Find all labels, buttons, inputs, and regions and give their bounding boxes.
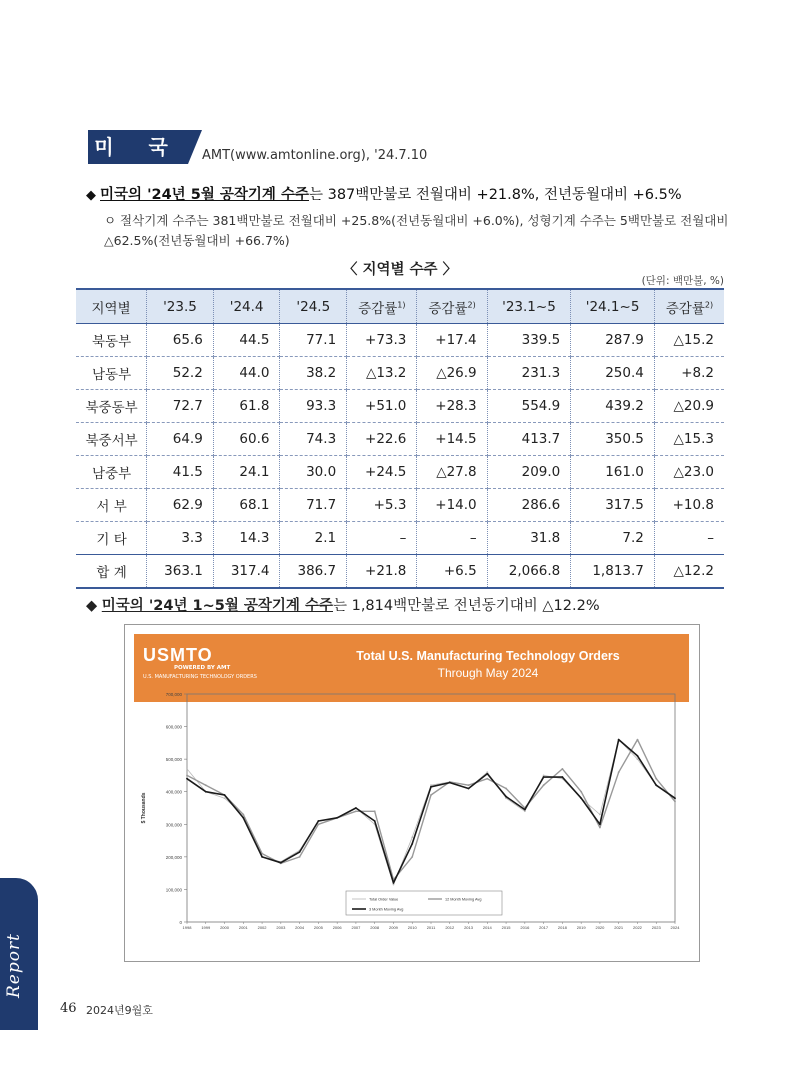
table-header-cell	[654, 289, 724, 324]
headline-detail: 는 387백만불로 전월대비 +21.8%, 전년동월대비 +6.5%	[308, 187, 682, 203]
x-tick-label: 2010	[407, 925, 417, 930]
value-cell: +5.3	[347, 489, 417, 522]
table-header-cell	[571, 289, 655, 324]
x-tick-label: 2019	[576, 925, 586, 930]
value-cell: 68.1	[213, 489, 280, 522]
value-cell: 77.1	[280, 324, 347, 357]
legend-label: 3 Month Moving Avg	[369, 907, 404, 912]
y-tick-label: 400,000	[165, 789, 182, 795]
header-label: 증감률	[665, 300, 705, 317]
value-cell: 231.3	[487, 357, 571, 390]
value-cell: 386.7	[280, 555, 347, 589]
issue-label: 2024년9월호	[86, 1004, 153, 1017]
region-cell: 서 부	[76, 489, 147, 522]
data-point	[242, 817, 244, 819]
value-cell: –	[417, 522, 487, 555]
table-header-cell	[280, 289, 347, 324]
data-point	[637, 739, 639, 741]
data-point	[468, 788, 470, 790]
value-cell: 250.4	[571, 357, 655, 390]
x-tick-label: 2021	[614, 925, 624, 930]
diamond-bullet-icon: ◆	[86, 598, 98, 614]
data-point	[505, 796, 507, 798]
value-cell: 2.1	[280, 522, 347, 555]
logo-tagline: POWERED BY AMT	[174, 665, 231, 671]
value-cell: 286.6	[487, 489, 571, 522]
header-footnote: 1)	[397, 300, 406, 309]
data-point	[599, 823, 601, 825]
data-point	[317, 820, 319, 822]
table-row	[76, 522, 724, 555]
data-point	[637, 758, 639, 760]
value-cell: 44.5	[213, 324, 280, 357]
page-number: 46	[60, 1001, 77, 1016]
value-cell: 317.5	[571, 489, 655, 522]
value-cell: 317.4	[213, 555, 280, 589]
data-point	[486, 773, 488, 775]
value-cell: △15.3	[654, 423, 724, 456]
data-point	[355, 810, 357, 812]
value-cell: 44.0	[213, 357, 280, 390]
table-header-cell	[213, 289, 280, 324]
header-label: '24.4	[229, 298, 264, 315]
data-point	[505, 788, 507, 790]
headline2-subject: 미국의 '24년 1~5월 공작기계 수주	[101, 598, 333, 614]
value-cell: +6.5	[417, 555, 487, 589]
value-cell: 363.1	[147, 555, 214, 589]
value-cell: △26.9	[417, 357, 487, 390]
table-header-cell	[347, 289, 417, 324]
x-tick-label: 2009	[389, 925, 398, 930]
x-tick-label: 2022	[633, 925, 642, 930]
value-cell: △12.2	[654, 555, 724, 589]
value-cell: △20.9	[654, 390, 724, 423]
x-tick-label: 2018	[557, 925, 567, 930]
data-point	[543, 784, 545, 786]
data-point	[655, 784, 657, 786]
x-tick-label: 1999	[201, 925, 211, 930]
table-row	[76, 489, 724, 522]
x-tick-label: 2004	[295, 925, 305, 930]
value-cell: 93.3	[280, 390, 347, 423]
section-tag	[88, 130, 196, 164]
x-tick-label: 2008	[370, 925, 380, 930]
data-point	[374, 810, 376, 812]
table-row	[76, 390, 724, 423]
data-point	[599, 827, 601, 829]
value-cell: 339.5	[487, 324, 571, 357]
chart-title-main: Total U.S. Manufacturing Technology Orders	[356, 649, 620, 663]
value-cell: 72.7	[147, 390, 214, 423]
data-point	[317, 823, 319, 825]
header-label: 증감률	[358, 300, 398, 317]
region-cell: 북동부	[76, 324, 147, 357]
value-cell: 52.2	[147, 357, 214, 390]
chart-plot	[125, 625, 699, 961]
x-tick-label: 2012	[445, 925, 455, 930]
legend-label: 12 Month Moving Avg	[445, 897, 482, 902]
value-cell: 287.9	[571, 324, 655, 357]
section-tag-tail	[188, 130, 202, 164]
data-point	[355, 807, 357, 809]
region-cell: 남동부	[76, 357, 147, 390]
headline-ytd-orders	[86, 594, 600, 615]
x-tick-label: 1998	[182, 925, 192, 930]
y-tick-label: 0	[179, 920, 182, 925]
data-point	[205, 791, 207, 793]
y-tick-label: 500,000	[165, 757, 182, 763]
data-point	[224, 794, 226, 796]
value-cell: 71.7	[280, 489, 347, 522]
section-tag-label: 미 국	[88, 130, 188, 164]
series-line-ma12	[187, 740, 675, 880]
value-cell: 41.5	[147, 456, 214, 489]
data-point	[543, 775, 545, 777]
data-point	[299, 851, 301, 853]
x-tick-label: 2017	[539, 925, 549, 930]
sub-note: ㅇ 절삭기계 수주는 381백만불로 전월대비 +25.8%(전년동월대비 +6.0%), 성형기계 수주는 5백만불로 전월대비 △62.5%(전년동월대비 +66.7%)	[104, 213, 729, 248]
data-point	[430, 786, 432, 788]
value-cell: 161.0	[571, 456, 655, 489]
header-footnote: 2)	[467, 300, 476, 309]
x-tick-label: 2015	[501, 925, 511, 930]
data-point	[468, 784, 470, 786]
value-cell: 24.1	[213, 456, 280, 489]
header-footnote: 2)	[704, 300, 714, 309]
value-cell: +24.5	[347, 456, 417, 489]
data-point	[486, 771, 488, 773]
header-label: '24.5	[296, 298, 331, 315]
data-point	[186, 768, 188, 770]
data-point	[524, 809, 526, 811]
value-cell: 31.8	[487, 522, 571, 555]
header-label: 증감률	[428, 300, 468, 317]
table-header-cell	[147, 289, 214, 324]
data-point	[561, 768, 563, 770]
data-point	[637, 755, 639, 757]
value-cell: 554.9	[487, 390, 571, 423]
data-point	[561, 776, 563, 778]
region-cell: 북중동부	[76, 390, 147, 423]
table-row	[76, 423, 724, 456]
value-cell: 413.7	[487, 423, 571, 456]
diamond-bullet-icon: ◆	[86, 188, 96, 203]
data-point	[374, 820, 376, 822]
table-row	[76, 324, 724, 357]
y-tick-label: 300,000	[165, 822, 182, 828]
value-cell: 61.8	[213, 390, 280, 423]
data-point	[299, 856, 301, 858]
data-point	[280, 862, 282, 864]
data-point	[524, 810, 526, 812]
data-point	[411, 843, 413, 845]
header-label: '24.1~5	[585, 298, 640, 315]
headline-may-orders	[86, 183, 682, 204]
x-tick-label: 2003	[276, 925, 286, 930]
table-unit: (단위: 백만불, %)	[641, 275, 724, 287]
y-axis-label: $ Thousands	[141, 792, 147, 824]
data-point	[186, 775, 188, 777]
value-cell: △27.8	[417, 456, 487, 489]
data-point	[205, 784, 207, 786]
data-point	[674, 801, 676, 803]
value-cell: 350.5	[571, 423, 655, 456]
region-cell: 기 타	[76, 522, 147, 555]
data-point	[411, 836, 413, 838]
source-citation: AMT(www.amtonline.org), '24.7.10	[202, 148, 428, 163]
data-point	[543, 776, 545, 778]
data-point	[261, 856, 263, 858]
value-cell: 38.2	[280, 357, 347, 390]
value-cell: 3.3	[147, 522, 214, 555]
report-side-tab	[0, 878, 38, 1030]
value-cell: 1,813.7	[571, 555, 655, 589]
value-cell: +10.8	[654, 489, 724, 522]
header-label: 지역별	[91, 300, 131, 317]
data-point	[580, 797, 582, 799]
headline-subject: 미국의 '24년 5월 공작기계 수주	[100, 187, 309, 203]
chart-title-sub: Through May 2024	[437, 666, 539, 680]
data-point	[336, 817, 338, 819]
x-tick-label: 2011	[426, 925, 436, 930]
table-total-row	[76, 555, 724, 589]
x-tick-label: 2001	[238, 925, 248, 930]
table-row	[76, 456, 724, 489]
x-tick-label: 2007	[351, 925, 361, 930]
value-cell: +28.3	[417, 390, 487, 423]
data-point	[449, 782, 451, 784]
value-cell: △13.2	[347, 357, 417, 390]
legend-label: Total Order Value	[369, 897, 399, 902]
table-row	[76, 357, 724, 390]
x-tick-label: 2006	[332, 925, 342, 930]
x-tick-label: 2013	[464, 925, 473, 930]
x-tick-label: 2020	[595, 925, 605, 930]
data-point	[655, 778, 657, 780]
logo-subtitle: U.S. MANUFACTURING TECHNOLOGY ORDERS	[143, 674, 257, 680]
value-cell: –	[654, 522, 724, 555]
value-cell: 2,066.8	[487, 555, 571, 589]
data-point	[599, 814, 601, 816]
data-point	[242, 814, 244, 816]
data-point	[224, 797, 226, 799]
x-tick-label: 2023	[651, 925, 661, 930]
headline2-detail: 는 1,814백만불로 전년동기대비 △12.2%	[332, 598, 600, 614]
header-label: '23.5	[163, 298, 197, 315]
y-tick-label: 700,000	[165, 692, 182, 697]
value-cell: △15.2	[654, 324, 724, 357]
value-cell: 60.6	[213, 423, 280, 456]
table-header-cell	[417, 289, 487, 324]
data-point	[618, 771, 620, 773]
regional-orders-table	[76, 288, 724, 589]
value-cell: +21.8	[347, 555, 417, 589]
region-cell: 북중서부	[76, 423, 147, 456]
x-tick-label: 2024	[670, 925, 680, 930]
table-header-row	[76, 289, 724, 324]
y-tick-label: 600,000	[165, 724, 182, 730]
value-cell: 64.9	[147, 423, 214, 456]
data-point	[393, 884, 395, 886]
series-line-ma3	[187, 740, 675, 883]
x-tick-label: 2005	[313, 925, 323, 930]
value-cell: +14.0	[417, 489, 487, 522]
x-tick-label: 2014	[482, 925, 492, 930]
value-cell: 209.0	[487, 456, 571, 489]
value-cell: +14.5	[417, 423, 487, 456]
value-cell: 65.6	[147, 324, 214, 357]
value-cell: 62.9	[147, 489, 214, 522]
value-cell: 439.2	[571, 390, 655, 423]
value-cell: 14.3	[213, 522, 280, 555]
data-point	[411, 856, 413, 858]
data-point	[674, 797, 676, 799]
data-point	[618, 739, 620, 741]
value-cell: +73.3	[347, 324, 417, 357]
data-point	[430, 784, 432, 786]
value-cell: 74.3	[280, 423, 347, 456]
region-cell: 합 계	[76, 555, 147, 589]
region-cell: 남중부	[76, 456, 147, 489]
x-tick-label: 2000	[220, 925, 229, 930]
table-title: 〈 지역별 수주 〉	[342, 262, 458, 278]
orders-chart	[124, 624, 700, 962]
x-tick-label: 2016	[520, 925, 530, 930]
value-cell: 7.2	[571, 522, 655, 555]
value-cell: +8.2	[654, 357, 724, 390]
data-point	[430, 794, 432, 796]
header-label: '23.1~5	[502, 298, 556, 315]
value-cell: +22.6	[347, 423, 417, 456]
y-tick-label: 100,000	[165, 887, 182, 893]
y-tick-label: 200,000	[165, 854, 182, 860]
value-cell: +17.4	[417, 324, 487, 357]
side-tab-label: Report	[4, 933, 24, 998]
value-cell: 30.0	[280, 456, 347, 489]
data-point	[186, 778, 188, 780]
value-cell: –	[347, 522, 417, 555]
x-tick-label: 2002	[257, 925, 267, 930]
value-cell: +51.0	[347, 390, 417, 423]
value-cell: △23.0	[654, 456, 724, 489]
usmto-logo: USMTO	[143, 645, 213, 665]
table-header-cell	[76, 289, 147, 324]
data-point	[393, 882, 395, 884]
data-point	[486, 778, 488, 780]
data-point	[580, 791, 582, 793]
table-header-cell	[487, 289, 571, 324]
